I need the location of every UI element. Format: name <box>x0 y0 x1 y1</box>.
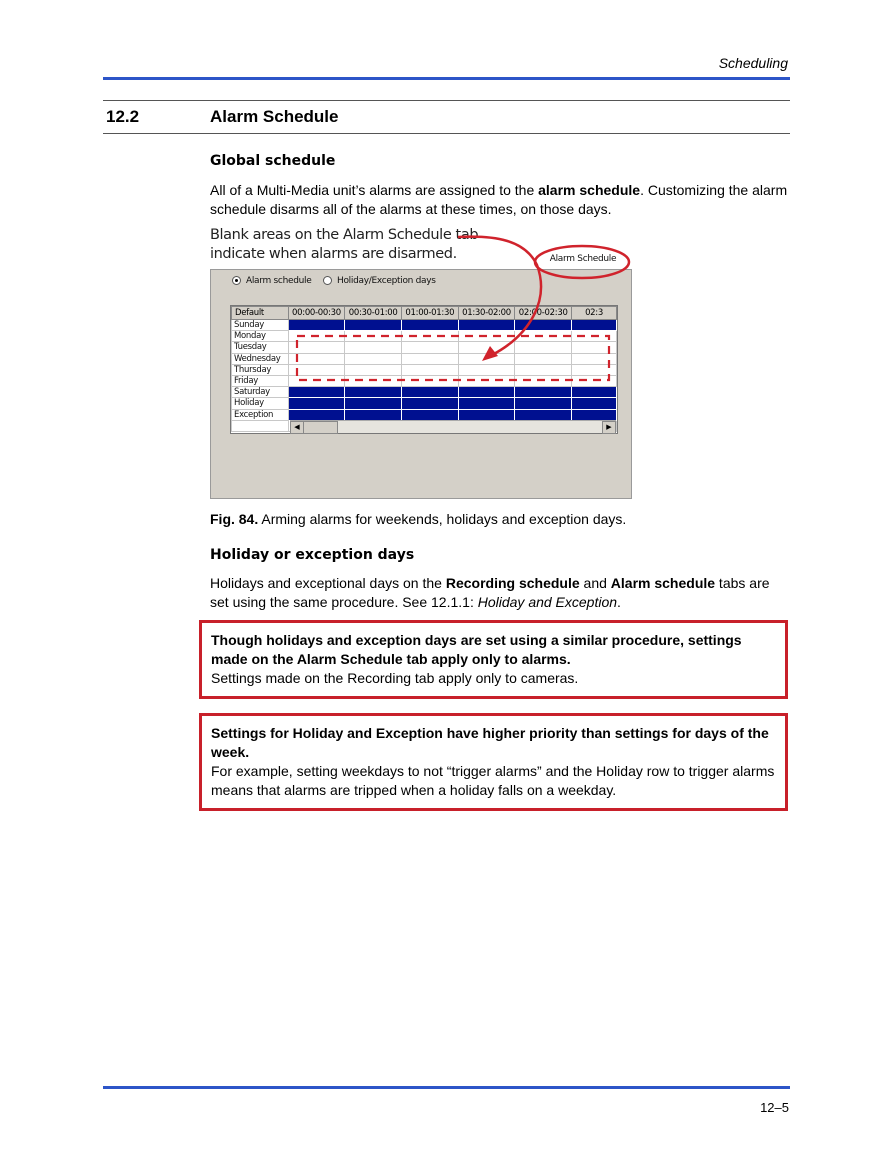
figure-caption: Fig. 84. Arming alarms for weekends, holidays and exception days. <box>210 511 627 527</box>
column-header-default: Default <box>232 307 289 320</box>
row-day-label: Holiday <box>232 398 289 409</box>
column-header-time: 00:00-00:30 <box>288 307 345 320</box>
scroll-right-icon[interactable]: ▶ <box>602 421 616 434</box>
scroll-left-icon[interactable]: ◀ <box>290 421 304 434</box>
tab-alarm-schedule[interactable]: Alarm Schedule <box>549 254 617 264</box>
column-header-time: 01:30-02:00 <box>458 307 515 320</box>
callout-arrow <box>458 237 541 355</box>
note-box-priority <box>199 713 788 811</box>
row-day-label: Thursday <box>232 364 289 375</box>
row-day-label: Saturday <box>232 387 289 398</box>
section-number: 12.2 <box>106 107 140 126</box>
column-header-time: 02:3 <box>572 307 617 320</box>
tab-highlight-circle <box>535 246 629 278</box>
row-day-label: Monday <box>232 331 289 342</box>
row-day-label: Wednesday <box>232 353 289 364</box>
row-day-label: Sunday <box>232 320 289 331</box>
footer-rule <box>103 1086 790 1089</box>
row-day-label: Friday <box>232 375 289 386</box>
note-text: For example, setting weekdays to not “trigger alarms” and the Holiday row to trigger alarms means that alarms are tripped when a holiday falls on a weekday. <box>211 763 775 798</box>
note-emphasis: Settings for Holiday and Exception have higher priority than settings for days of the week. <box>211 725 769 760</box>
holiday-paragraph: Holidays and exceptional days on the Recording schedule and Alarm schedule tabs are set using the same procedure. See 12.1.1: Holiday and Exception. <box>210 575 770 610</box>
row-day-label: Tuesday <box>232 342 289 353</box>
row-day-label: Exception <box>232 409 289 420</box>
running-header: Scheduling <box>718 55 788 71</box>
column-header-time: 01:00-01:30 <box>401 307 458 320</box>
section-title: Alarm Schedule <box>210 107 339 126</box>
note-text: Settings made on the Recording tab apply only to cameras. <box>211 670 579 686</box>
global-schedule-paragraph: All of a Multi-Media unit’s alarms are assigned to the alarm schedule. Customizing the alarm schedule disarms all of the alarms at these times, on those days. <box>210 182 788 217</box>
radio-alarm-schedule[interactable]: Alarm schedule <box>232 276 311 286</box>
page-number: 12–5 <box>760 1100 789 1115</box>
figure-callout: Blank areas on the Alarm Schedule tab indicate when alarms are disarmed. <box>210 227 479 262</box>
radio-holiday-exception[interactable]: Holiday/Exception days <box>323 276 436 286</box>
note-emphasis: Though holidays and exception days are set using a similar procedure, settings made on the Alarm Schedule tab apply only to alarms. <box>211 632 742 667</box>
note-box-alarm-tab <box>199 620 788 699</box>
holiday-heading: Holiday or exception days <box>210 547 415 563</box>
global-schedule-heading: Global schedule <box>210 153 336 169</box>
column-header-time: 00:30-01:00 <box>345 307 402 320</box>
callout-arrowhead-icon <box>482 346 498 361</box>
column-header-time: 02:00-02:30 <box>515 307 572 320</box>
disarmed-area-highlight <box>297 336 609 380</box>
